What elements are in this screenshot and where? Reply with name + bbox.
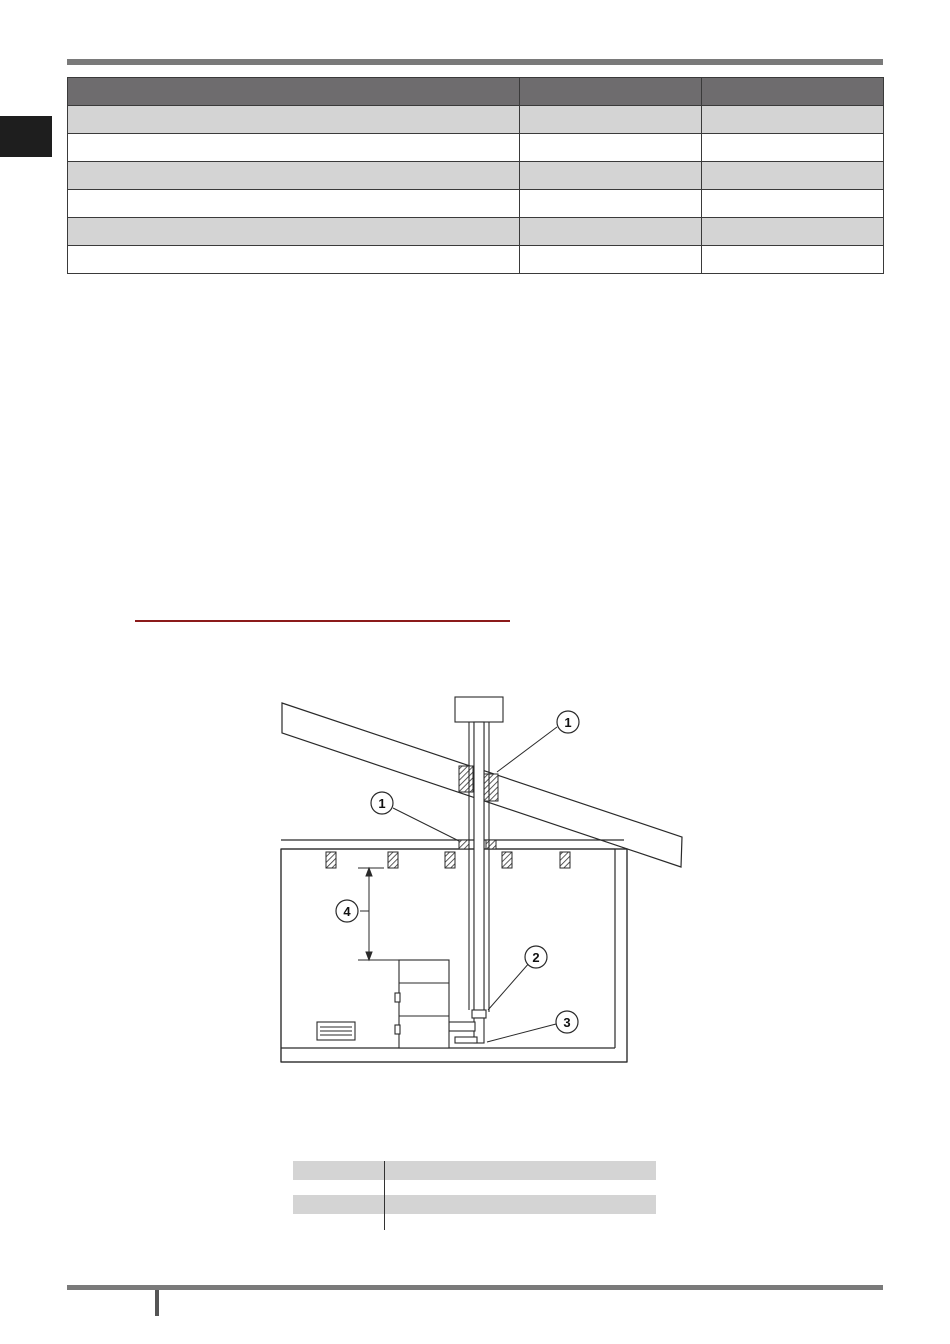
spec-cell — [702, 134, 884, 162]
spec-cell — [520, 190, 702, 218]
joist — [326, 852, 336, 868]
callout-label: 1 — [378, 796, 386, 811]
legend-value — [385, 1180, 657, 1195]
spec-cell — [520, 106, 702, 134]
spec-cell — [702, 78, 884, 106]
spec-cell — [702, 246, 884, 274]
flue-installation-diagram — [276, 692, 696, 1067]
footer-rule — [67, 1285, 883, 1290]
legend-row — [293, 1214, 656, 1230]
spec-cell — [702, 190, 884, 218]
spec-cell — [68, 246, 520, 274]
ceiling-sleeve — [486, 840, 496, 849]
spec-cell — [68, 134, 520, 162]
spec-cell — [702, 106, 884, 134]
legend-key — [293, 1180, 385, 1195]
legend-table — [293, 1161, 656, 1230]
callout-label: 4 — [343, 904, 351, 919]
spec-cell — [68, 218, 520, 246]
elbow-connector — [449, 1022, 475, 1031]
chapter-tab — [0, 116, 52, 157]
spec-table-row — [68, 134, 884, 162]
legend-value — [385, 1195, 657, 1214]
flue-pipe — [474, 722, 484, 1012]
spec-cell — [520, 246, 702, 274]
spec-cell — [68, 162, 520, 190]
spec-cell — [520, 134, 702, 162]
ceiling-sleeve — [459, 840, 469, 849]
spec-cell — [702, 218, 884, 246]
legend-key — [293, 1195, 385, 1214]
legend-row — [293, 1161, 656, 1180]
roof-sleeve — [484, 774, 498, 801]
spec-cell — [68, 190, 520, 218]
spec-table-row — [68, 162, 884, 190]
spec-cell — [702, 162, 884, 190]
callout-label: 2 — [532, 950, 540, 965]
legend-value — [385, 1161, 657, 1180]
spec-cell — [520, 78, 702, 106]
spec-cell — [68, 78, 520, 106]
spec-table-row — [68, 246, 884, 274]
spec-table-row — [68, 218, 884, 246]
legend-row — [293, 1195, 656, 1214]
spec-table-row — [68, 106, 884, 134]
joist — [502, 852, 512, 868]
header-rule — [67, 59, 883, 65]
footer-page-marker — [155, 1290, 159, 1316]
joist — [445, 852, 455, 868]
legend-key — [293, 1214, 385, 1230]
spec-cell — [520, 162, 702, 190]
spec-table-header-row — [68, 78, 884, 106]
flue-terminal-cap — [455, 697, 503, 722]
roof-sleeve — [459, 766, 473, 792]
joist — [388, 852, 398, 868]
spec-table — [67, 77, 884, 274]
joist — [560, 852, 570, 868]
legend-row — [293, 1180, 656, 1195]
callout-label: 3 — [563, 1015, 571, 1030]
callout-label: 1 — [564, 715, 572, 730]
spec-cell — [520, 218, 702, 246]
flue-adapter — [472, 1010, 486, 1018]
legend-value — [385, 1214, 657, 1230]
spec-cell — [68, 106, 520, 134]
boiler-unit — [399, 960, 449, 1048]
spec-table-row — [68, 190, 884, 218]
legend-key — [293, 1161, 385, 1180]
section-heading-underline — [135, 620, 510, 622]
